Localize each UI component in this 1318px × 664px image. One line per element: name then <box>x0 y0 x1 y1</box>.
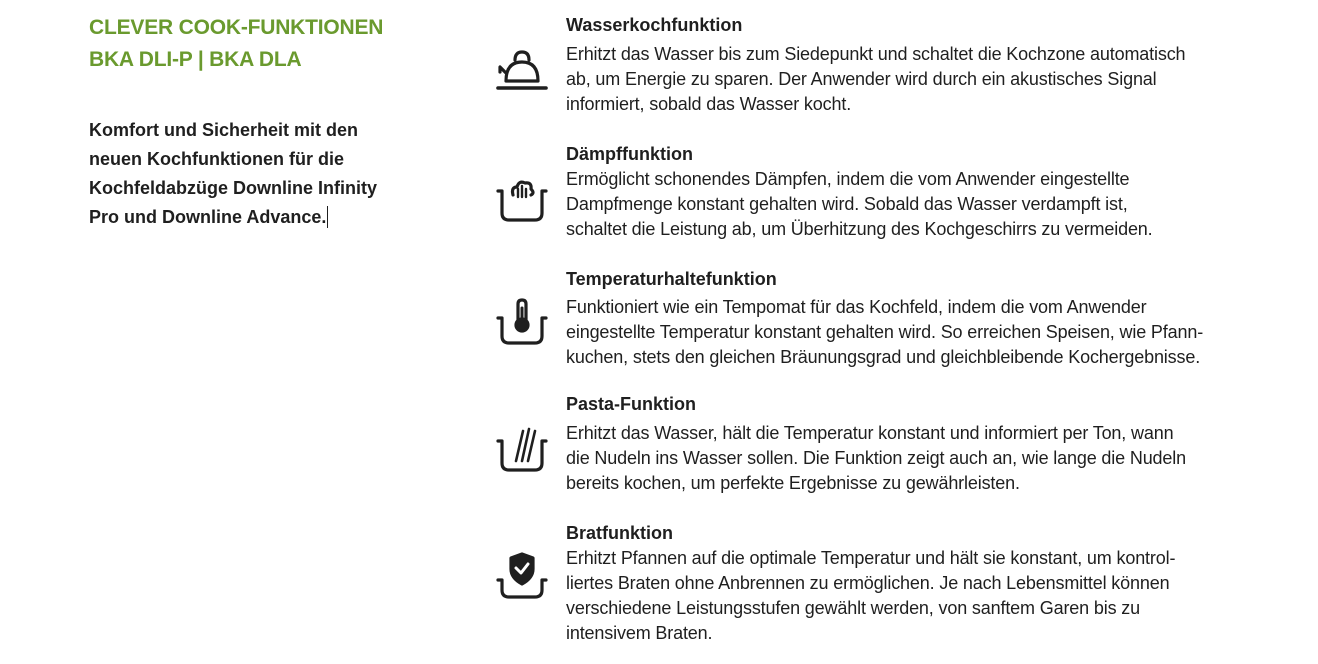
feature-title: Wasserkochfunktion <box>566 15 743 35</box>
page-title <box>89 12 383 76</box>
feature-title: Bratfunktion <box>566 523 673 543</box>
thermometer-pot-icon <box>495 298 549 348</box>
feature-description: Erhitzt Pfannen auf die optimale Temperatur und hält sie konstant, um kontrol- liertes Braten ohne Anbrennen zu ermöglichen. Je nach Lebensmittel können verschiedene Leistungsstufen gewählt werden, von sanftem Garen bis zu intensivem Braten. <box>566 548 1176 643</box>
title-line-1: CLEVER COOK-FUNKTIONEN <box>89 16 384 39</box>
shield-pan-icon <box>495 552 549 602</box>
title-line-2: BKA DLI-P | BKA DLA <box>89 48 302 71</box>
feature-title: Dämpffunktion <box>566 144 693 164</box>
kettle-icon <box>495 48 549 98</box>
intro-text: Komfort und Sicherheit mit den neuen Kochfunktionen für die Kochfeldabzüge Downline Infinity Pro und Downline Advance. <box>89 120 377 227</box>
intro-paragraph[interactable] <box>89 116 379 232</box>
text-cursor <box>327 206 328 228</box>
feature-description: Erhitzt das Wasser bis zum Siedepunkt und schaltet die Kochzone automatisch ab, um Energie zu sparen. Der Anwender wird durch ein akustisches Signal informiert, sobald das Wasser kocht. <box>566 44 1186 114</box>
steam-pot-icon <box>495 175 549 225</box>
feature-description: Funktioniert wie ein Tempomat für das Kochfeld, indem die vom Anwender eingestellte Temperatur konstant gehalten wird. So erreichen Speisen, wie Pfann- kuchen, stets den gleichen Bräunungsgrad und gleichbleibende Kochergebnisse. <box>566 297 1204 367</box>
feature-title: Temperaturhaltefunktion <box>566 269 777 289</box>
feature-description: Ermöglicht schonendes Dämpfen, indem die vom Anwender eingestellte Dampfmenge konstant gehalten wird. Sobald das Wasser verdampft ist, schaltet die Leistung ab, um Überhitzung des Kochgeschirrs zu vermeiden. <box>566 169 1153 239</box>
pasta-pot-icon <box>495 425 549 475</box>
feature-title: Pasta-Funktion <box>566 394 697 414</box>
feature-description: Erhitzt das Wasser, hält die Temperatur konstant und informiert per Ton, wann die Nudeln ins Wasser sollen. Die Funktion zeigt auch an, wie lange die Nudeln bereits kochen, um perfekte Ergebnisse zu gewährleisten. <box>566 423 1186 493</box>
